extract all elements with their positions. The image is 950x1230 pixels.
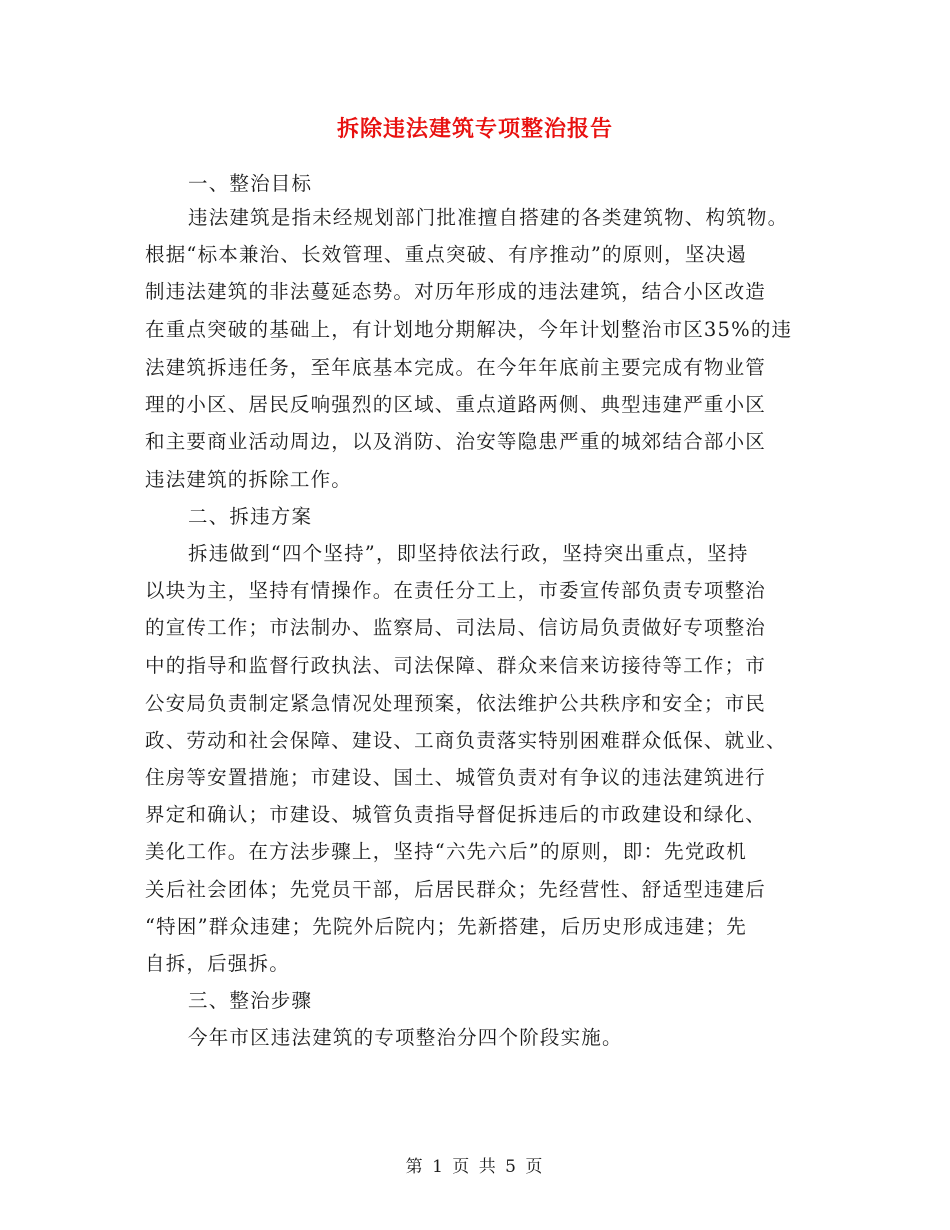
section-heading-2: 二、拆违方案 bbox=[188, 505, 313, 528]
paragraph-line: 住房等安置措施；市建设、国土、城管负责对有争议的违法建筑进行 bbox=[145, 766, 767, 789]
paragraph-line: 公安局负责制定紧急情况处理预案，依法维护公共秩序和安全；市民 bbox=[145, 692, 767, 715]
paragraph-line: 法建筑拆违任务，至年底基本完成。在今年年底前主要完成有物业管 bbox=[145, 356, 767, 379]
paragraph-line: 制违法建筑的非法蔓延态势。对历年形成的违法建筑，结合小区改造 bbox=[145, 280, 767, 303]
paragraph-line: 中的指导和监督行政执法、司法保障、群众来信来访接待等工作；市 bbox=[145, 654, 767, 677]
section-heading-1: 一、整治目标 bbox=[188, 172, 313, 195]
paragraph-line: 今年市区违法建筑的专项整治分四个阶段实施。 bbox=[188, 1026, 623, 1049]
paragraph-line: 在重点突破的基础上，有计划地分期解决，今年计划整治市区35%的违 bbox=[145, 318, 793, 341]
paragraph-line: 以块为主，坚持有情操作。在责任分工上，市委宣传部负责专项整治 bbox=[145, 579, 767, 602]
paragraph-line: 关后社会团体；先党员干部，后居民群众；先经营性、舒适型违建后 bbox=[145, 878, 767, 901]
paragraph-line: 违法建筑是指未经规划部门批准擅自搭建的各类建筑物、构筑物。 bbox=[188, 206, 789, 229]
paragraph-line: 政、劳动和社会保障、建设、工商负责落实特别困难群众低保、就业、 bbox=[145, 729, 787, 752]
paragraph-line: 拆违做到“四个坚持”，即坚持依法行政，坚持突出重点，坚持 bbox=[188, 542, 749, 565]
section-heading-3: 三、整治步骤 bbox=[188, 989, 313, 1012]
paragraph-line: 的宣传工作；市法制办、监察局、司法局、信访局负责做好专项整治 bbox=[145, 616, 767, 639]
page-footer: 第 1 页 共 5 页 bbox=[405, 1157, 545, 1177]
paragraph-line: 自拆，后强拆。 bbox=[145, 952, 290, 975]
paragraph-line: 界定和确认；市建设、城管负责指导督促拆违后的市政建设和绿化、 bbox=[145, 803, 767, 826]
paragraph-line: 违法建筑的拆除工作。 bbox=[145, 468, 353, 491]
paragraph-line: “特困”群众违建；先院外后院内；先新搭建，后历史形成违建；先 bbox=[145, 915, 747, 938]
document-title: 拆除违法建筑专项整治报告 bbox=[336, 117, 613, 142]
paragraph-line: 美化工作。在方法步骤上，坚持“六先六后”的原则，即：先党政机 bbox=[145, 840, 747, 863]
paragraph-line: 和主要商业活动周边，以及消防、治安等隐患严重的城郊结合部小区 bbox=[145, 430, 767, 453]
paragraph-line: 理的小区、居民反响强烈的区域、重点道路两侧、典型违建严重小区 bbox=[145, 393, 767, 416]
paragraph-line: 根据“标本兼治、长效管理、重点突破、有序推动”的原则，坚决遏 bbox=[145, 243, 747, 266]
